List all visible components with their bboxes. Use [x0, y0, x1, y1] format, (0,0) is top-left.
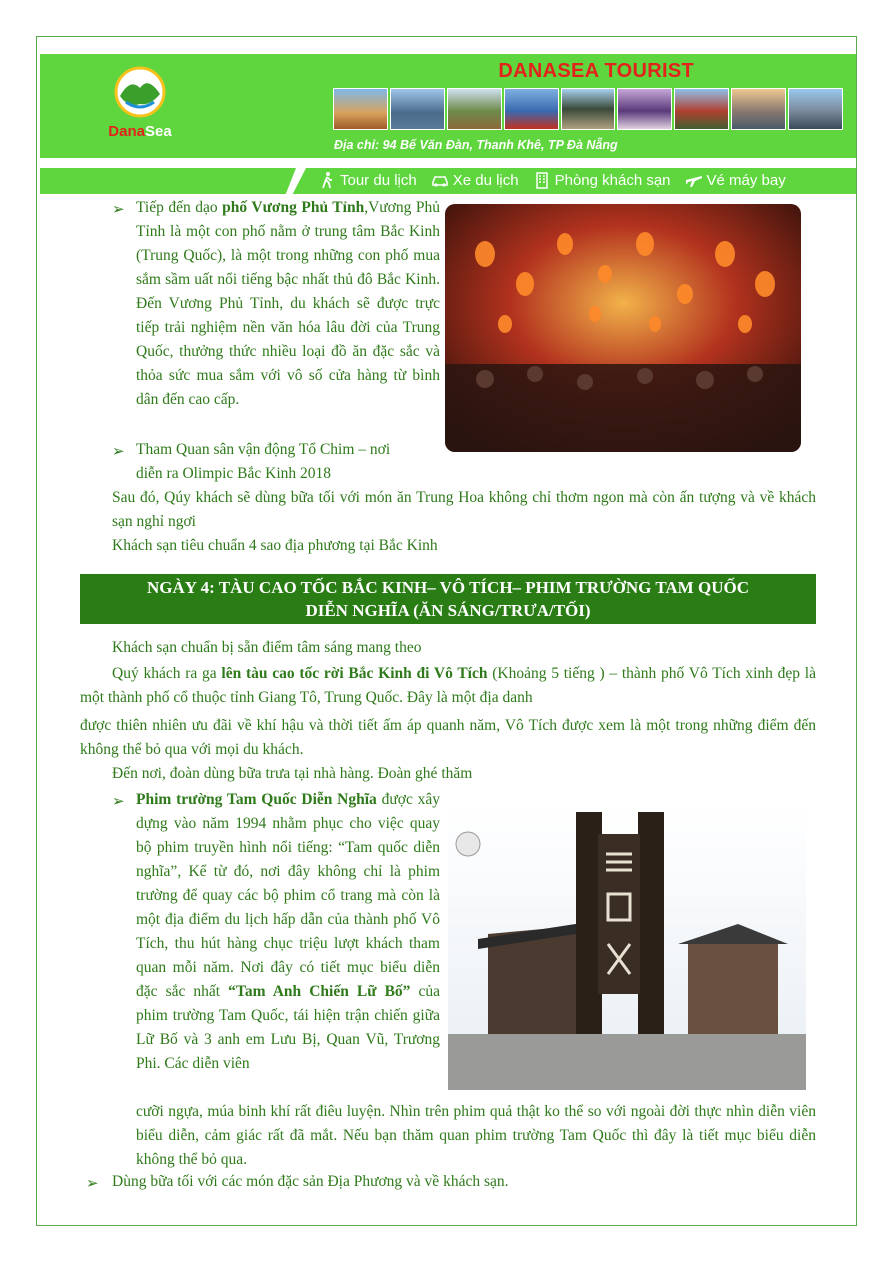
p2-rest: (Khoảng 5 tiếng ) – thành phố Vô Tích xinh đẹp là một thành phố cổ thuộc tỉnh Giang Tô, Trung Quốc. Đây là một địa danh: [80, 665, 816, 706]
photo-vuong-phu-tinh-street: [445, 204, 801, 452]
photo-three-kingdoms-studio: [448, 804, 806, 1090]
bullet-arrow-icon: ➢: [112, 444, 125, 460]
bullet-three-kingdoms: [136, 788, 440, 1076]
nav-tour[interactable]: [318, 171, 417, 189]
nav-hotel-label: Phòng khách sạn: [554, 171, 671, 189]
bullet-arrow-icon: ➢: [112, 202, 125, 218]
p2-bold: lên tàu cao tốc rời Bắc Kinh đi Vô Tích: [221, 665, 488, 682]
thumb-4: [504, 88, 559, 130]
thumb-8: [731, 88, 786, 130]
car-icon: [431, 171, 449, 189]
b1-lead: Tiếp đến dạo: [136, 199, 223, 216]
b3-bold: Phim trường Tam Quốc Diễn Nghĩa: [136, 791, 377, 808]
nav-flight[interactable]: [685, 171, 786, 189]
lunch-paragraph: Đến nơi, đoàn dùng bữa trưa tại nhà hàng. Đoàn ghé thăm: [112, 765, 473, 782]
b3-bold2: “Tam Anh Chiến Lữ Bố”: [228, 983, 411, 1000]
three-kingdoms-continuation: cưỡi ngựa, múa binh khí rất điêu luyện. Nhìn trên phim quả thật ko thể so với ngoài đời thực nhìn diễn viên biểu diễn, cảm giác rất đã mắt. Nếu bạn thăm quan phim trường Tam Quốc thì đây là tiết mục biểu diễn không thể bỏ qua.: [136, 1103, 816, 1168]
hotel-building-icon: [533, 171, 551, 189]
b3-text1: được xây dựng vào năm 1994 nhằm phục cho việc quay bộ phim truyền hình nổi tiếng: “Tam quốc diễn nghĩa”, Kể từ đó, nơi đây không chỉ là phim trường để quay các bộ phim cổ trang mà còn là một địa điểm du lịch hấp dẫn của thành phố Vô Tích, thu hút hàng chục triệu lượt khách tham quan mỗi năm. Nơi đây có tiết mục biểu diễn đặc sắc nhất: [136, 791, 441, 1000]
nav-car-label: Xe du lịch: [452, 171, 519, 189]
day4-title-band: [80, 574, 816, 624]
hotel-paragraph: Khách sạn tiêu chuẩn 4 sao địa phương tại Bắc Kinh: [112, 537, 438, 554]
nav-slant-green: [40, 168, 296, 194]
bullet-dinner-local: Dùng bữa tối với các món đặc sản Địa Phương và về khách sạn.: [112, 1173, 509, 1190]
nav-hotel[interactable]: [533, 171, 671, 189]
dinner-paragraph: Sau đó, Qúy khách sẽ dùng bữa tối với món ăn Trung Hoa không chỉ thơm ngon mà còn ấn tượng và về khách sạn nghỉ ngơi: [112, 489, 816, 530]
nav-bar: [40, 168, 856, 194]
bullet-bird-nest: [136, 438, 466, 486]
train-paragraph: [80, 662, 816, 710]
nav-flight-label: Vé máy bay: [706, 171, 786, 189]
b3-text2: của phim trường Tam Quốc, tái hiện trận chiến giữa Lữ Bố và 3 anh em Lưu Bị, Quan Vũ, Trương Phi. Các diễn viên: [136, 983, 440, 1072]
b1-rest: ,Vương Phủ Tỉnh là một con phố nằm ở trung tâm Bắc Kinh (Trung Quốc), là một trong những con phố mua sắm sầm uất nổi tiếng bậc nhất thủ đô Bắc Kinh. Đến Vương Phủ Tỉnh, du khách sẽ được trực tiếp trải nghiệm nền văn hóa lâu đời của Trung Quốc, thưởng thức nhiều loại đồ ăn đặc sắc và thỏa sức mua sắm với vô số cửa hàng từ bình dân đến cao cấp.: [136, 199, 440, 408]
day4-title-line1: NGÀY 4: TÀU CAO TỐC BẮC KINH– VÔ TÍCH– PHIM TRƯỜNG TAM QUỐC: [147, 578, 749, 597]
thumb-2: [390, 88, 445, 130]
address-text: Địa chỉ: 94 Bế Văn Đàn, Thanh Khê, TP Đà Nẵng: [334, 138, 618, 152]
nav-car[interactable]: [431, 171, 519, 189]
b1-bold: phố Vương Phủ Tỉnh: [222, 199, 365, 216]
breakfast-paragraph: Khách sạn chuẩn bị sẵn điểm tâm sáng mang theo: [112, 639, 422, 656]
thumb-1: [333, 88, 388, 130]
walking-person-icon: [318, 171, 336, 189]
b2-line2: diễn ra Olimpic Bắc Kinh 2018: [136, 465, 331, 482]
header-banner: [40, 54, 856, 158]
p2-lead: Quý khách ra ga: [112, 665, 222, 682]
thumb-6: [617, 88, 672, 130]
destination-thumbnails: [333, 88, 843, 130]
thumb-3: [447, 88, 502, 130]
nav-tour-label: Tour du lịch: [340, 171, 417, 189]
wuxi-paragraph: được thiên nhiên ưu đãi về khí hậu và thời tiết ấm áp quanh năm, Vô Tích được xem là một trong những điểm đến không thể bỏ qua với mọi du khách.: [80, 717, 816, 758]
thumb-7: [674, 88, 729, 130]
b2-line1: Tham Quan sân vận động Tổ Chim – nơi: [136, 441, 391, 458]
brand-title: DANASEA TOURIST: [498, 60, 694, 82]
svg-text:DanaSea: DanaSea: [108, 123, 172, 140]
day4-title-line2: DIỄN NGHĨA (ĂN SÁNG/TRƯA/TỐI): [305, 601, 591, 620]
thumb-9: [788, 88, 843, 130]
bullet-arrow-icon: ➢: [112, 794, 125, 810]
bullet-arrow-icon: ➢: [86, 1176, 99, 1192]
airplane-icon: [685, 171, 703, 189]
bullet-vuong-phu-tinh: [136, 196, 440, 412]
thumb-5: [561, 88, 616, 130]
